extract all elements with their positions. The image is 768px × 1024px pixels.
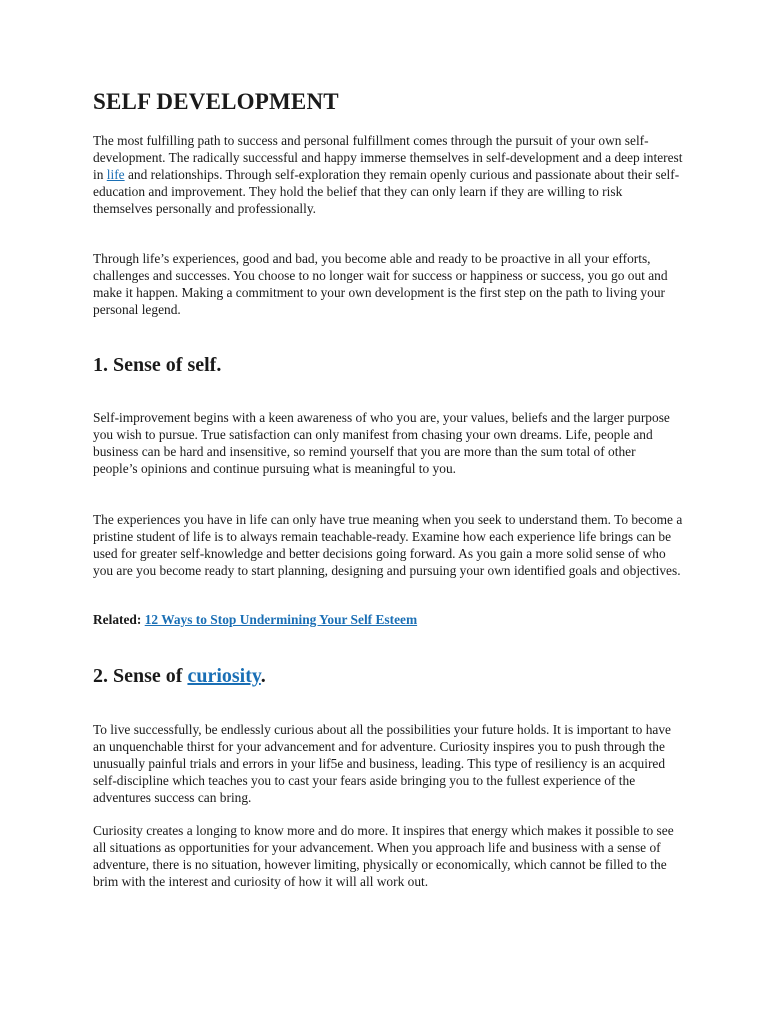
section-2-heading: [93, 663, 266, 689]
intro-paragraph-2: Through life’s experiences, good and bad, you become able and ready to be proactive in all your efforts, challenges and successes. You choose to no longer wait for success or happiness or success, you go out and make it happen. Making a commitment to your own development is the first step on the path to living your personal legend.: [93, 251, 668, 317]
related-article-link[interactable]: 12 Ways to Stop Undermining Your Self Esteem: [144, 612, 418, 627]
related-line: [93, 611, 417, 628]
section-2-heading-suffix: .: [260, 665, 266, 687]
section-2-paragraph-1: To live successfully, be endlessly curious about all the possibilities your future holds. It is important to have an unquenchable thirst for your advancement and for adventure. Curiosity inspires you to push through the unusually painful trials and errors in your lif5e and business, leading. This type of resiliency is an acquired self-discipline which teaches you to cast your fears aside bringing you to the fullest experience of the adventures success can bring.: [93, 722, 671, 805]
section-1-heading: 1. Sense of self.: [93, 354, 222, 376]
section-1-paragraph-2: The experiences you have in life can only have true meaning when you seek to understand them. To become a pristine student of life is to always remain teachable-ready. Examine how each experience life brings can be used for greater self-knowledge and better decisions going forward. As you gain a more solid sense of who you are you become ready to start planning, designing and pursuing your own identified goals and objectives.: [93, 512, 683, 578]
life-link[interactable]: life: [106, 167, 125, 182]
intro-paragraph-1: [93, 132, 683, 217]
related-label: Related:: [93, 612, 142, 627]
intro-p1-text-after: and relationships. Through self-exploration they remain openly curious and passionate about their self-education and improvement. They hold the belief that they can only learn if they are willing to risk themselves personally and professionally.: [93, 167, 680, 216]
section-2-paragraph-2: Curiosity creates a longing to know more and do more. It inspires that energy which makes it possible to see all situations as opportunities for your advancement. When you approach life and business with a sense of adventure, there is no situation, however limiting, physically or economically, which cannot be filled to the brim with the interest and curiosity of how it will all work out.: [93, 823, 674, 889]
section-2-heading-prefix: 2. Sense of: [93, 665, 188, 687]
curiosity-link[interactable]: curiosity: [187, 665, 261, 687]
section-1-paragraph-1: Self-improvement begins with a keen awareness of who you are, your values, beliefs and the larger purpose you wish to pursue. True satisfaction can only manifest from chasing your own dreams. Life, people and business can be hard and insensitive, so remind yourself that you are more than the sum total of other people’s opinions and continue pursuing what is meaningful to you.: [93, 410, 670, 476]
document-title: SELF DEVELOPMENT: [93, 89, 339, 114]
intro-p1-text-before: The most fulfilling path to success and personal fulfillment comes through the pursuit of your own self-development. The radically successful and happy immerse themselves in self-development and a deep interest in: [93, 133, 683, 182]
